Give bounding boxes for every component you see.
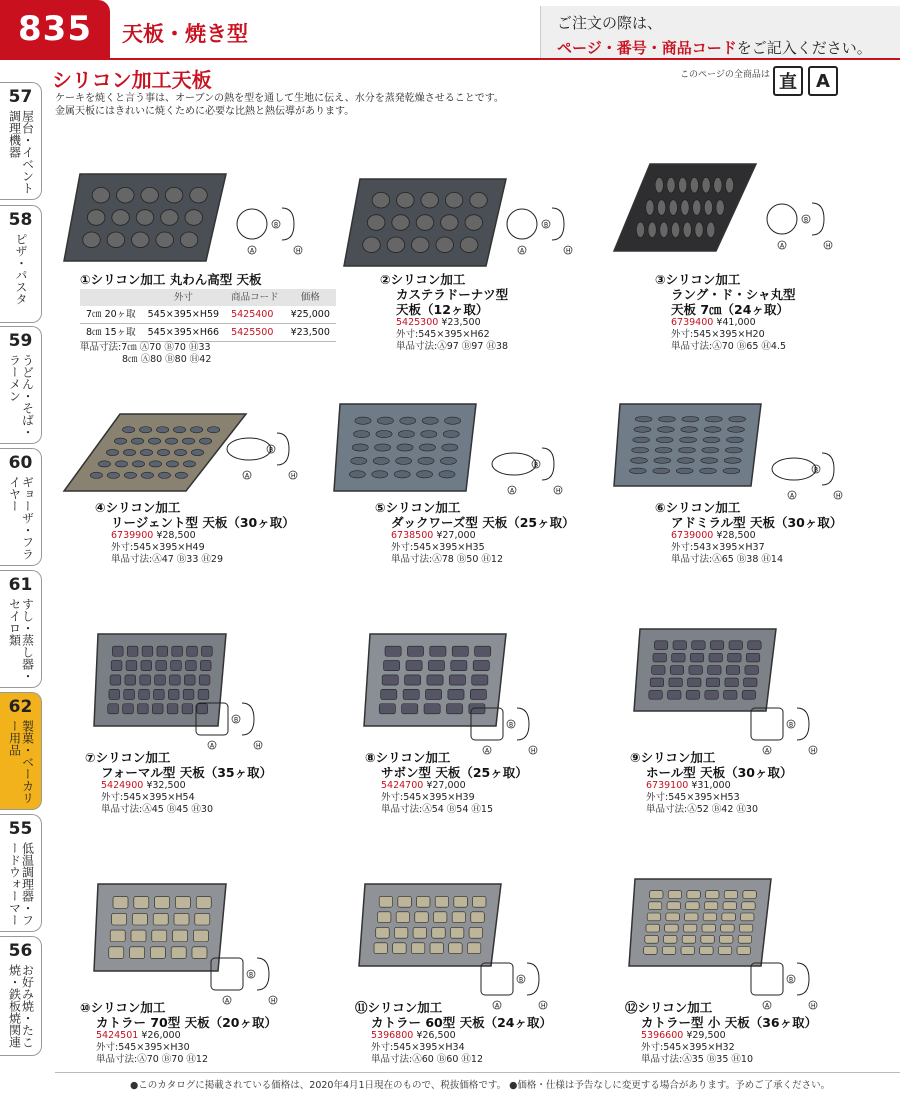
page-number: 835: [0, 0, 110, 58]
side-tab-label: お好み焼・たこ焼・鉄板焼関連: [7, 964, 35, 1048]
product-name: ⑪シリコン加工: [355, 1000, 443, 1015]
outer-size: 外寸:545×395×H20: [671, 329, 765, 340]
product-price: ¥27,000: [426, 780, 466, 791]
product-caption: [380, 272, 508, 353]
side-tab-label: ピザ・パスタ: [14, 233, 28, 305]
outer-size: 外寸:545×395×H35: [391, 542, 485, 553]
side-tab-61[interactable]: [0, 570, 42, 688]
product-code: 5424700: [381, 780, 424, 791]
outer-size: 外寸:545×395×H34: [371, 1042, 465, 1053]
svg-text:H: H: [556, 487, 561, 495]
svg-text:B: B: [544, 221, 549, 229]
outer-size: 外寸:543×395×H37: [671, 542, 765, 553]
side-tab-55[interactable]: [0, 814, 42, 932]
product-price: ¥27,000: [436, 530, 476, 541]
product-price: ¥29,500: [686, 1030, 726, 1041]
svg-text:H: H: [811, 1002, 816, 1010]
side-tab-label: 低温調理器・フードウォーマー: [7, 842, 35, 926]
table-cell: 7㎝ 20ヶ取: [80, 306, 142, 324]
product-code: 6739000: [671, 530, 714, 541]
footer-rule: [55, 1072, 900, 1073]
unit-size: 単品寸法:Ⓐ70 Ⓑ70 Ⓗ12: [96, 1054, 209, 1065]
svg-text:H: H: [271, 997, 276, 1005]
product-name-line2: フォーマル型 天板（35ヶ取）: [101, 765, 273, 780]
product-name: ④シリコン加工: [95, 500, 181, 515]
side-tab-62[interactable]: [0, 692, 42, 810]
product-code: 6739400: [671, 317, 714, 328]
svg-text:H: H: [256, 742, 261, 750]
product-image: [60, 410, 250, 499]
product-code-price: [355, 1030, 552, 1042]
product-caption: [80, 272, 336, 366]
side-tab-label: 製菓・ベーカリー用品: [7, 720, 35, 804]
unit-size: 単品寸法:Ⓐ54 Ⓑ54 Ⓗ15: [381, 804, 494, 815]
unit-size: 単品寸法:Ⓐ97 Ⓑ97 Ⓗ38: [396, 341, 509, 352]
svg-text:A: A: [250, 247, 255, 255]
unit-size: 単品寸法:Ⓐ47 Ⓑ33 Ⓗ29: [111, 554, 224, 565]
side-tab-59[interactable]: [0, 326, 42, 444]
product-caption: [80, 997, 277, 1066]
table-row: [80, 324, 336, 342]
unit-size: 単品寸法:Ⓐ70 Ⓑ65 Ⓗ4.5: [671, 341, 787, 352]
product-caption: [375, 500, 575, 566]
description-line2: 金属天板にはきれいに焼くために必要な比熱と熱伝導があります。: [55, 106, 355, 117]
table-header: 外寸: [142, 289, 225, 306]
product-code: 6739100: [646, 780, 689, 791]
product-name: ⑩シリコン加工: [80, 1000, 166, 1015]
table-cell: 545×395×H59: [142, 306, 225, 324]
svg-text:H: H: [826, 242, 831, 250]
outer-size: 外寸:545×395×H30: [96, 1042, 190, 1053]
svg-text:B: B: [269, 446, 274, 454]
product-name-line2: ラング・ド・シャ丸型: [671, 287, 796, 302]
product-caption: [365, 747, 528, 816]
unit-size: 単品寸法:Ⓐ60 Ⓑ60 Ⓗ12: [371, 1054, 484, 1065]
side-tab-number: 58: [8, 210, 33, 230]
table-cell: 5425400: [225, 306, 285, 324]
product-caption: [655, 272, 796, 353]
product-caption: [85, 750, 272, 816]
svg-text:A: A: [485, 747, 490, 755]
side-tab-58[interactable]: [0, 205, 42, 323]
product-name: ②シリコン加工: [380, 272, 466, 287]
order-note-line2: [557, 37, 900, 58]
product-image: [330, 400, 480, 499]
svg-text:B: B: [274, 221, 279, 229]
unit-size: 単品寸法:Ⓐ45 Ⓑ45 Ⓗ30: [101, 804, 214, 815]
product-price: ¥23,500: [441, 317, 481, 328]
product-name-line2: ダックワーズ型 天板（25ヶ取）: [391, 515, 575, 530]
product-price: ¥26,500: [416, 1030, 456, 1041]
product-price: ¥41,000: [716, 317, 756, 328]
side-tab-label: すし・蒸し器・セイロ類: [7, 598, 35, 682]
product-code-price: [375, 530, 575, 542]
table-cell: ¥23,500: [285, 324, 336, 342]
dimension-diagram: [230, 200, 310, 264]
order-note-rest: をご記入ください。: [736, 39, 872, 57]
side-tab-number: 59: [8, 331, 33, 351]
outer-size: 外寸:545×395×H39: [381, 792, 475, 803]
table-header: 価格: [285, 289, 336, 306]
outer-size: 外寸:545×395×H53: [646, 792, 740, 803]
side-tab-number: 61: [8, 575, 33, 595]
product-name-line2: アドミラル型 天板（30ヶ取）: [671, 515, 843, 530]
svg-text:H: H: [566, 247, 571, 255]
svg-text:H: H: [811, 747, 816, 755]
unit-size: 単品寸法:7㎝ Ⓐ70 Ⓑ70 Ⓗ33: [80, 342, 211, 353]
product-code: 6739900: [111, 530, 154, 541]
product-code: 5396800: [371, 1030, 414, 1041]
product-code: 5424900: [101, 780, 144, 791]
dimension-diagram: [500, 200, 580, 264]
product-name: ①シリコン加工 丸わん高型 天板: [80, 272, 262, 287]
product-name: ⑤シリコン加工: [375, 500, 461, 515]
product-code-price: [655, 317, 796, 329]
table-cell: 5425500: [225, 324, 285, 342]
table-cell: 8㎝ 15ヶ取: [80, 324, 142, 342]
product-name: ⑫シリコン加工: [625, 1000, 713, 1015]
outer-size: 外寸:545×395×H32: [641, 1042, 735, 1053]
side-tab-number: 60: [8, 453, 33, 473]
table-row: [80, 306, 336, 324]
product-name-line2: サボン型 天板（25ヶ取）: [381, 765, 528, 780]
unit-size: 単品寸法:Ⓐ52 Ⓑ42 Ⓗ30: [646, 804, 759, 815]
side-tab-number: 57: [8, 87, 33, 107]
table-cell: ¥25,000: [285, 306, 336, 324]
svg-text:A: A: [245, 472, 250, 480]
description-line1: ケーキを焼くと言う事は、オーブンの熱を型を通して生地に伝え、水分を蒸発乾燥させることです。: [55, 93, 504, 104]
side-tab-number: 55: [8, 819, 33, 839]
product-image: [610, 160, 760, 259]
product-code-price: [380, 317, 508, 329]
svg-text:A: A: [765, 747, 770, 755]
order-note-highlight: ページ・番号・商品コード: [557, 39, 737, 57]
product-code-price: [80, 1030, 277, 1042]
product-name: ⑧シリコン加工: [365, 750, 451, 765]
side-tab-number: 62: [8, 697, 33, 717]
svg-text:A: A: [495, 1002, 500, 1010]
svg-text:B: B: [509, 721, 514, 729]
product-name: ⑥シリコン加工: [655, 500, 741, 515]
product-caption: [630, 747, 793, 816]
product-name-line2: リージェント型 天板（30ヶ取）: [111, 515, 295, 530]
product-code: 6738500: [391, 530, 434, 541]
section-title: シリコン加工天板: [52, 68, 212, 92]
product-code-price: [630, 780, 793, 792]
outer-size: 外寸:545×395×H62: [396, 329, 490, 340]
product-name-line3: 天板（12ヶ取）: [396, 302, 489, 317]
product-code-price: [655, 530, 842, 542]
order-note-line1: ご注文の際は、: [557, 14, 663, 32]
product-caption: [355, 1000, 552, 1066]
svg-text:B: B: [534, 461, 539, 469]
svg-text:B: B: [814, 466, 819, 474]
table-header: [80, 289, 142, 306]
product-name-line2: カステラドーナツ型: [396, 287, 509, 302]
product-price: ¥26,000: [141, 1030, 181, 1041]
product-caption: [655, 500, 842, 566]
product-name-line2: ホール型 天板（30ヶ取）: [646, 765, 793, 780]
product-price: ¥28,500: [156, 530, 196, 541]
product-caption: [625, 1000, 817, 1066]
unit-size: 単品寸法:Ⓐ35 Ⓑ35 Ⓗ10: [641, 1054, 754, 1065]
product-name: ⑦シリコン加工: [85, 750, 171, 765]
product-code: 5425300: [396, 317, 439, 328]
svg-text:B: B: [804, 216, 809, 224]
svg-text:H: H: [296, 247, 301, 255]
svg-text:H: H: [531, 747, 536, 755]
svg-text:H: H: [291, 472, 296, 480]
svg-text:B: B: [789, 721, 794, 729]
side-tab-56[interactable]: [0, 936, 42, 1056]
all-items-label: このページの全商品は: [680, 70, 770, 80]
table-header: 商品コード: [225, 289, 285, 306]
side-tab-57[interactable]: [0, 82, 42, 200]
unit-size: 単品寸法:Ⓐ78 Ⓑ50 Ⓗ12: [391, 554, 504, 565]
product-price: ¥32,500: [146, 780, 186, 791]
dimension-diagram: [490, 440, 570, 504]
product-code-price: [95, 530, 295, 542]
product-name-line2: カトラー 60型 天板（24ヶ取）: [371, 1015, 552, 1030]
product-caption: [95, 500, 295, 566]
svg-text:H: H: [836, 492, 841, 500]
svg-text:A: A: [790, 492, 795, 500]
svg-text:A: A: [765, 1002, 770, 1010]
product-code-price: [85, 780, 272, 792]
svg-text:B: B: [519, 976, 524, 984]
product-price: ¥28,500: [716, 530, 756, 541]
svg-text:A: A: [210, 742, 215, 750]
product-name: ⑨シリコン加工: [630, 750, 716, 765]
side-tab-number: 56: [8, 941, 33, 961]
product-image: [610, 400, 765, 494]
footer-note: ●このカタログに掲載されている価格は、2020年4月1日現在のもので、税抜価格です。 ●価格・仕様は予告なしに変更する場合があります。予めご了承ください。: [130, 1080, 831, 1091]
product-code: 5396600: [641, 1030, 684, 1041]
svg-text:A: A: [510, 487, 515, 495]
truck-icon: A: [808, 66, 838, 96]
unit-size-2: 8㎝ Ⓐ80 Ⓑ80 Ⓗ42: [122, 354, 212, 365]
section-description: [55, 92, 504, 118]
product-code-price: [365, 780, 528, 792]
product-code: 5424501: [96, 1030, 139, 1041]
product-name-line2: カトラー型 小 天板（36ヶ取）: [641, 1015, 818, 1030]
svg-text:A: A: [520, 247, 525, 255]
svg-text:H: H: [541, 1002, 546, 1010]
svg-text:B: B: [249, 971, 254, 979]
unit-size: 単品寸法:Ⓐ65 Ⓑ38 Ⓗ14: [671, 554, 784, 565]
header-rule: [0, 58, 900, 60]
dimension-diagram: [225, 425, 305, 489]
side-tab-60[interactable]: [0, 448, 42, 566]
svg-text:A: A: [225, 997, 230, 1005]
size-table: [80, 289, 336, 342]
svg-text:A: A: [780, 242, 785, 250]
outer-size: 外寸:545×395×H49: [111, 542, 205, 553]
side-tab-label: ギョーザ・フライヤー: [7, 476, 35, 560]
order-note: [540, 6, 900, 58]
product-name-line2: カトラー 70型 天板（20ヶ取）: [96, 1015, 277, 1030]
product-image: [60, 170, 230, 269]
product-price: ¥31,000: [691, 780, 731, 791]
product-name-line3: 天板 7㎝（24ヶ取）: [671, 302, 789, 317]
product-image: [340, 175, 510, 274]
product-name: ③シリコン加工: [655, 272, 741, 287]
page-title: 天板・焼き型: [122, 22, 248, 46]
side-tab-label: うどん・そば・ラーメン: [7, 354, 35, 438]
side-tab-label: 屋台・イベント調理機器: [7, 110, 35, 194]
outer-size: 外寸:545×395×H54: [101, 792, 195, 803]
svg-text:B: B: [234, 716, 239, 724]
direct-delivery-icon: 直: [773, 66, 803, 96]
dimension-diagram: [760, 195, 840, 259]
svg-text:B: B: [789, 976, 794, 984]
table-cell: 545×395×H66: [142, 324, 225, 342]
product-code-price: [625, 1030, 817, 1042]
